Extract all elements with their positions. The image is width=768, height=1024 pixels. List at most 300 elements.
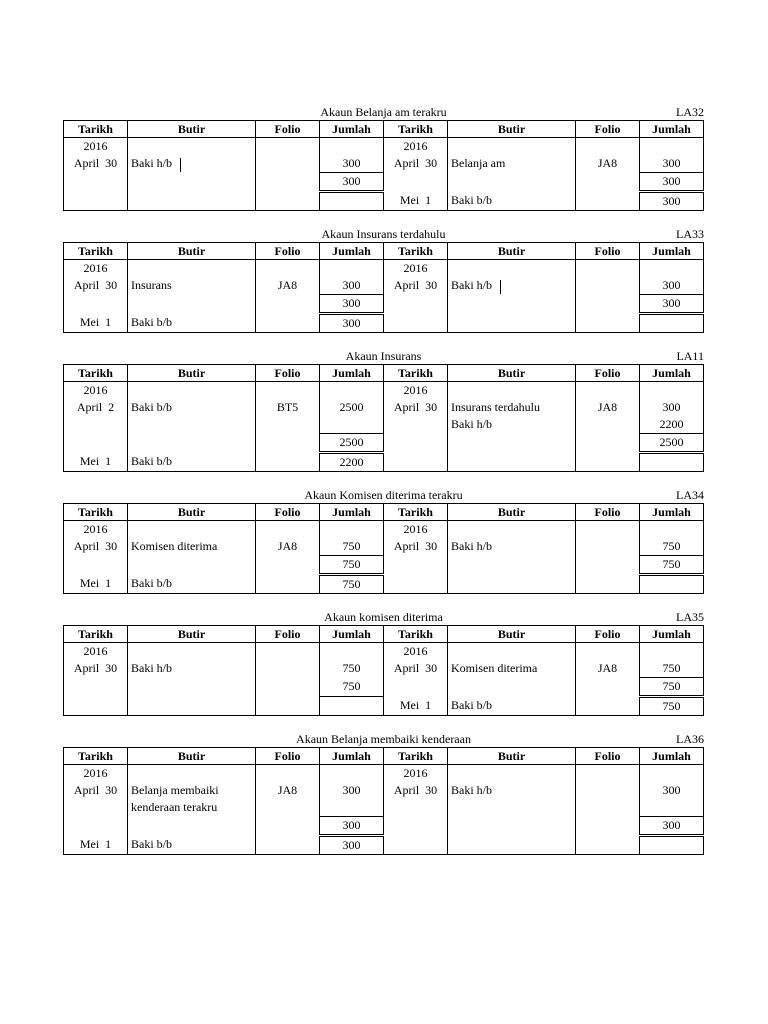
column-header: Jumlah — [320, 365, 384, 382]
cell-text: 300 — [662, 783, 681, 797]
folio-cell — [256, 575, 320, 594]
date-cell — [64, 416, 128, 434]
table-row — [64, 295, 704, 314]
cell-text: Insurans — [131, 278, 172, 293]
cell-text: 2016 — [83, 261, 108, 275]
amount-cell — [320, 314, 384, 333]
folio-cell — [256, 277, 320, 295]
column-header: Folio — [256, 243, 320, 260]
particulars-cell — [448, 155, 576, 173]
ledger-table — [63, 364, 704, 472]
date-cell — [64, 643, 128, 661]
account-code: LA33 — [676, 227, 704, 241]
column-header: Folio — [256, 626, 320, 643]
table-row — [64, 556, 704, 575]
account-code: LA11 — [676, 349, 704, 363]
particulars-cell — [128, 173, 256, 192]
cell-text: JA8 — [597, 156, 618, 171]
cell-text: 750 — [662, 699, 681, 713]
particulars-cell — [128, 521, 256, 539]
particulars-cell — [448, 678, 576, 697]
column-header: Jumlah — [320, 626, 384, 643]
particulars-cell — [128, 782, 256, 799]
date-cell — [384, 521, 448, 539]
amount-cell — [320, 155, 384, 173]
folio-cell — [256, 660, 320, 678]
column-header: Tarikh — [384, 748, 448, 765]
date-cell — [64, 399, 128, 416]
ledger-account — [63, 226, 704, 333]
column-header: Butir — [128, 748, 256, 765]
cell-text: 750 — [662, 679, 681, 693]
folio-cell — [576, 173, 640, 192]
cell-text: Baki h/b — [131, 661, 172, 676]
date-cell — [64, 575, 128, 594]
amount-cell — [640, 399, 704, 416]
folio-cell — [256, 314, 320, 333]
cell-text: 750 — [662, 557, 681, 571]
table-row — [64, 836, 704, 855]
cell-text: 2016 — [403, 644, 428, 658]
folio-cell — [256, 434, 320, 453]
date-cell — [64, 314, 128, 333]
ledger-account — [63, 731, 704, 855]
date-cell — [384, 416, 448, 434]
amount-cell — [640, 314, 704, 333]
cell-text: 2016 — [403, 261, 428, 275]
cell-text: Baki b/b — [131, 315, 172, 330]
date-cell — [64, 782, 128, 799]
date-cell — [64, 138, 128, 156]
amount-cell — [640, 782, 704, 799]
cell-text: JA8 — [597, 400, 618, 414]
table-row — [64, 314, 704, 333]
folio-cell — [576, 277, 640, 295]
particulars-cell — [448, 660, 576, 678]
cell-text: 2016 — [83, 383, 108, 397]
folio-cell — [256, 399, 320, 416]
date-cell — [384, 782, 448, 799]
date-cell — [64, 556, 128, 575]
column-header: Butir — [128, 626, 256, 643]
cell-text: 750 — [342, 539, 361, 553]
particulars-cell — [128, 277, 256, 295]
folio-cell — [256, 782, 320, 799]
cell-text: April 30 — [393, 156, 438, 171]
amount-cell — [320, 382, 384, 400]
table-row — [64, 538, 704, 556]
folio-cell — [576, 782, 640, 799]
cell-text: 2016 — [83, 139, 108, 153]
cell-text: 750 — [342, 679, 361, 694]
text-cursor — [180, 158, 181, 172]
amount-cell — [640, 817, 704, 836]
ledger-account — [63, 609, 704, 716]
cell-text: 300 — [342, 818, 361, 832]
amount-cell — [640, 521, 704, 539]
amount-cell — [640, 173, 704, 192]
amount-cell — [320, 192, 384, 211]
date-cell — [384, 799, 448, 817]
date-cell — [384, 660, 448, 678]
folio-cell — [576, 453, 640, 472]
account-code: LA35 — [676, 610, 704, 624]
cell-text: 2016 — [83, 644, 108, 658]
column-header: Butir — [128, 243, 256, 260]
amount-cell — [320, 538, 384, 556]
date-cell — [384, 453, 448, 472]
column-header: Jumlah — [320, 504, 384, 521]
folio-cell — [576, 399, 640, 416]
column-header: Tarikh — [384, 121, 448, 138]
table-row — [64, 416, 704, 434]
column-header: Jumlah — [640, 365, 704, 382]
folio-cell — [576, 295, 640, 314]
ledger-table — [63, 503, 704, 594]
cell-text: April 30 — [393, 783, 438, 797]
column-header: Butir — [448, 748, 576, 765]
column-header: Folio — [576, 504, 640, 521]
table-row — [64, 260, 704, 278]
amount-cell — [640, 277, 704, 295]
folio-cell — [256, 799, 320, 817]
cell-text: April 30 — [393, 400, 438, 414]
date-cell — [384, 295, 448, 314]
table-row — [64, 765, 704, 783]
cell-text: 300 — [342, 174, 361, 188]
column-header: Butir — [448, 243, 576, 260]
particulars-cell — [128, 836, 256, 855]
amount-cell — [320, 173, 384, 192]
cell-text: April 30 — [393, 278, 438, 293]
date-cell — [384, 173, 448, 192]
folio-cell — [256, 765, 320, 783]
column-header: Butir — [448, 121, 576, 138]
cell-text: 750 — [662, 661, 681, 675]
folio-cell — [576, 765, 640, 783]
date-cell — [64, 538, 128, 556]
cell-text: 300 — [662, 278, 681, 292]
table-row — [64, 643, 704, 661]
particulars-cell — [128, 399, 256, 416]
cell-text: April 30 — [73, 278, 118, 293]
account-name: Akaun Belanja am terakru — [320, 105, 447, 119]
particulars-cell — [448, 382, 576, 400]
cell-text: kenderaan terakru — [131, 800, 218, 815]
column-header: Tarikh — [64, 121, 128, 138]
date-cell — [64, 453, 128, 472]
date-cell — [384, 678, 448, 697]
particulars-cell — [448, 260, 576, 278]
amount-cell — [640, 556, 704, 575]
cell-text: April 30 — [73, 783, 118, 797]
cell-text: JA8 — [277, 783, 298, 797]
cell-text: JA8 — [277, 539, 298, 554]
cell-text: 750 — [662, 539, 681, 553]
date-cell — [384, 836, 448, 855]
date-cell — [384, 155, 448, 173]
column-header: Folio — [256, 504, 320, 521]
cell-text: April 2 — [76, 400, 115, 414]
header-row — [64, 365, 704, 382]
particulars-cell — [448, 836, 576, 855]
date-cell — [64, 836, 128, 855]
folio-cell — [256, 836, 320, 855]
amount-cell — [320, 260, 384, 278]
header-row — [64, 748, 704, 765]
date-cell — [64, 192, 128, 211]
particulars-cell — [448, 295, 576, 314]
amount-cell — [640, 697, 704, 716]
date-cell — [64, 817, 128, 836]
cell-text: 750 — [342, 557, 361, 571]
folio-cell — [576, 382, 640, 400]
folio-cell — [576, 660, 640, 678]
folio-cell — [256, 697, 320, 716]
column-header: Butir — [448, 504, 576, 521]
date-cell — [64, 660, 128, 678]
cell-text: Belanja membaiki — [131, 783, 219, 797]
folio-cell — [576, 155, 640, 173]
cell-text: 300 — [662, 818, 681, 832]
account-code: LA32 — [676, 105, 704, 119]
date-cell — [64, 295, 128, 314]
amount-cell — [640, 575, 704, 594]
cell-text: Mei 1 — [79, 454, 112, 469]
column-header: Folio — [576, 121, 640, 138]
date-cell — [64, 173, 128, 192]
cell-text: Mei 1 — [399, 698, 432, 713]
particulars-cell — [448, 817, 576, 836]
account-title-bar — [63, 731, 704, 747]
date-cell — [384, 556, 448, 575]
folio-cell — [256, 138, 320, 156]
account-name: Akaun Insurans terdahulu — [321, 227, 446, 241]
account-name: Akaun Komisen diterima terakru — [304, 488, 463, 502]
date-cell — [64, 697, 128, 716]
cell-text: 300 — [662, 194, 681, 208]
date-cell — [384, 260, 448, 278]
date-cell — [64, 434, 128, 453]
cell-text: April 30 — [393, 661, 438, 676]
date-cell — [384, 765, 448, 783]
amount-cell — [320, 277, 384, 295]
column-header: Folio — [576, 748, 640, 765]
folio-cell — [256, 538, 320, 556]
folio-cell — [576, 416, 640, 434]
table-row — [64, 173, 704, 192]
table-row — [64, 192, 704, 211]
date-cell — [384, 643, 448, 661]
cell-text: 2016 — [403, 383, 428, 397]
ledger-account — [63, 348, 704, 472]
particulars-cell — [448, 556, 576, 575]
particulars-cell — [448, 173, 576, 192]
cell-text: April 30 — [73, 539, 118, 554]
particulars-cell — [128, 314, 256, 333]
date-cell — [384, 314, 448, 333]
folio-cell — [256, 643, 320, 661]
column-header: Butir — [128, 365, 256, 382]
particulars-cell — [128, 697, 256, 716]
cell-text: Baki b/b — [451, 193, 492, 208]
particulars-cell — [448, 643, 576, 661]
folio-cell — [256, 155, 320, 173]
folio-cell — [256, 521, 320, 539]
particulars-cell — [448, 277, 576, 295]
account-name: Akaun Belanja membaiki kenderaan — [296, 732, 471, 746]
column-header: Jumlah — [640, 504, 704, 521]
particulars-cell — [128, 434, 256, 453]
folio-cell — [576, 260, 640, 278]
date-cell — [384, 192, 448, 211]
cell-text: April 30 — [73, 156, 118, 171]
cell-text: Komisen diterima — [451, 661, 538, 676]
date-cell — [64, 260, 128, 278]
cell-text: 300 — [342, 156, 361, 170]
amount-cell — [640, 660, 704, 678]
text-cursor — [500, 280, 501, 294]
cell-text: 2200 — [659, 417, 684, 431]
cell-text: Baki h/b — [131, 156, 172, 171]
cell-text: Baki b/b — [131, 454, 172, 469]
column-header: Tarikh — [384, 243, 448, 260]
column-header: Jumlah — [640, 748, 704, 765]
column-header: Tarikh — [64, 748, 128, 765]
cell-text: Baki b/b — [131, 400, 172, 414]
particulars-cell — [128, 575, 256, 594]
cell-text: Mei 1 — [79, 576, 112, 591]
table-row — [64, 399, 704, 416]
column-header: Tarikh — [64, 243, 128, 260]
amount-cell — [640, 434, 704, 453]
amount-cell — [640, 155, 704, 173]
cell-text: 300 — [662, 156, 681, 170]
amount-cell — [320, 836, 384, 855]
header-row — [64, 626, 704, 643]
amount-cell — [640, 260, 704, 278]
folio-cell — [576, 314, 640, 333]
cell-text: Mei 1 — [399, 193, 432, 208]
account-code: LA36 — [676, 732, 704, 746]
date-cell — [384, 277, 448, 295]
column-header: Jumlah — [320, 243, 384, 260]
column-header: Folio — [576, 365, 640, 382]
cell-text: 2016 — [403, 139, 428, 153]
amount-cell — [640, 295, 704, 314]
date-cell — [384, 434, 448, 453]
folio-cell — [576, 138, 640, 156]
column-header: Jumlah — [640, 243, 704, 260]
date-cell — [384, 138, 448, 156]
amount-cell — [640, 416, 704, 434]
folio-cell — [256, 416, 320, 434]
column-header: Jumlah — [320, 121, 384, 138]
column-header: Jumlah — [320, 748, 384, 765]
particulars-cell — [128, 765, 256, 783]
particulars-cell — [448, 314, 576, 333]
amount-cell — [320, 799, 384, 817]
particulars-cell — [128, 260, 256, 278]
amount-cell — [320, 416, 384, 434]
account-code: LA34 — [676, 488, 704, 502]
column-header: Butir — [448, 365, 576, 382]
date-cell — [64, 765, 128, 783]
table-row — [64, 782, 704, 799]
column-header: Butir — [128, 121, 256, 138]
cell-text: 300 — [662, 296, 681, 310]
cell-text: Baki b/b — [451, 698, 492, 713]
column-header: Tarikh — [64, 626, 128, 643]
table-row — [64, 155, 704, 173]
date-cell — [64, 799, 128, 817]
particulars-cell — [128, 660, 256, 678]
particulars-cell — [448, 765, 576, 783]
cell-text: Mei 1 — [79, 315, 112, 330]
folio-cell — [576, 678, 640, 697]
amount-cell — [320, 521, 384, 539]
column-header: Folio — [256, 748, 320, 765]
folio-cell — [256, 556, 320, 575]
account-title-bar — [63, 104, 704, 120]
particulars-cell — [128, 538, 256, 556]
column-header: Jumlah — [640, 626, 704, 643]
particulars-cell — [448, 138, 576, 156]
cell-text: 300 — [342, 296, 361, 310]
cell-text: Baki b/b — [131, 576, 172, 591]
folio-cell — [256, 192, 320, 211]
date-cell — [64, 521, 128, 539]
amount-cell — [320, 556, 384, 575]
ledger-account — [63, 104, 704, 211]
folio-cell — [576, 799, 640, 817]
amount-cell — [640, 678, 704, 697]
account-name: Akaun Insurans — [345, 349, 422, 363]
table-row — [64, 453, 704, 472]
amount-cell — [640, 453, 704, 472]
date-cell — [384, 817, 448, 836]
amount-cell — [320, 678, 384, 697]
column-header: Tarikh — [384, 626, 448, 643]
particulars-cell — [448, 799, 576, 817]
particulars-cell — [448, 416, 576, 434]
cell-text: BT5 — [276, 400, 299, 414]
table-row — [64, 575, 704, 594]
table-row — [64, 434, 704, 453]
date-cell — [384, 575, 448, 594]
particulars-cell — [448, 399, 576, 416]
cell-text: 300 — [342, 783, 361, 797]
particulars-cell — [128, 678, 256, 697]
cell-text: 300 — [342, 278, 361, 292]
account-title-bar — [63, 348, 704, 364]
particulars-cell — [448, 782, 576, 799]
date-cell — [64, 277, 128, 295]
amount-cell — [320, 453, 384, 472]
column-header: Tarikh — [384, 365, 448, 382]
particulars-cell — [448, 453, 576, 472]
folio-cell — [576, 434, 640, 453]
particulars-cell — [128, 192, 256, 211]
cell-text: Baki h/b — [451, 417, 492, 432]
particulars-cell — [128, 799, 256, 817]
table-row — [64, 799, 704, 817]
folio-cell — [576, 836, 640, 855]
cell-text: Baki h/b — [451, 278, 492, 293]
cell-text: 2016 — [83, 522, 108, 536]
account-title-bar — [63, 487, 704, 503]
cell-text: 2200 — [339, 455, 364, 469]
